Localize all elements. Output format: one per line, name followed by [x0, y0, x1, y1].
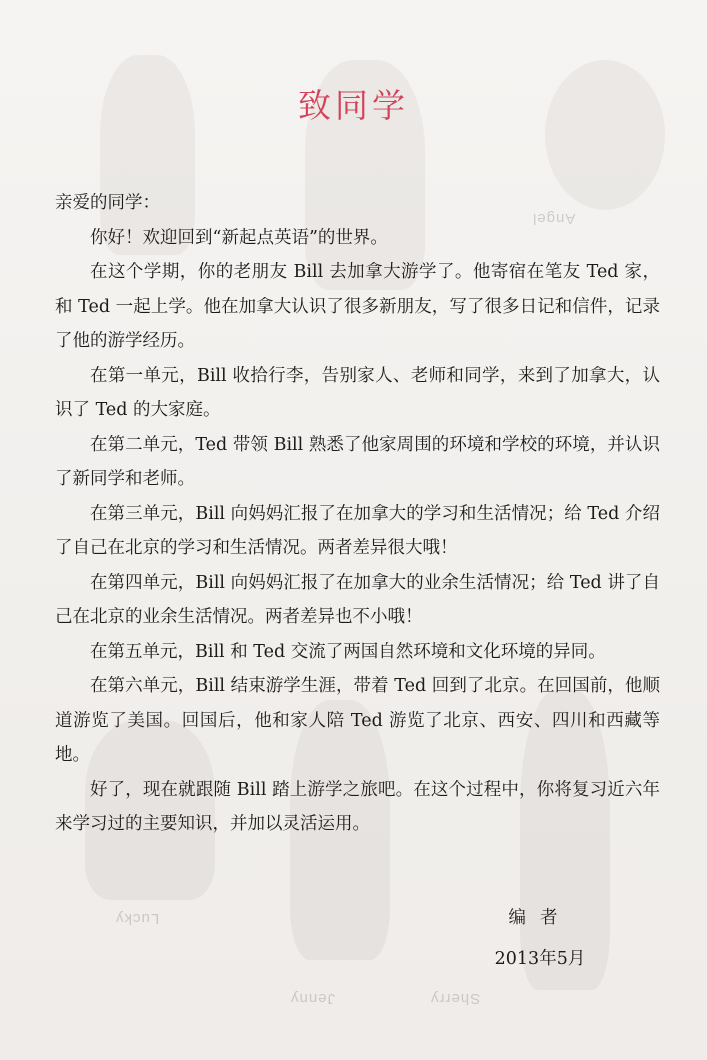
paragraph-unit-3: 在第三单元，Bill 向妈妈汇报了在加拿大的学习和生活情况；给 Ted 介绍了自己在北京的学习和生活情况。两者差异很大哦！	[55, 503, 660, 558]
salutation: 亲爱的同学：	[55, 193, 160, 213]
signature-date: 2013年5月	[494, 949, 586, 969]
letter-body	[55, 186, 660, 842]
paragraph-greeting: 你好！欢迎回到“新起点英语”的世界。	[90, 227, 388, 248]
background-label-angel: Angel	[532, 210, 576, 227]
page-title: 致同学	[298, 86, 409, 125]
paragraph-unit-2: 在第二单元，Ted 带领 Bill 熟悉了他家周围的环境和学校的环境，并认识了新同学和老师。	[55, 434, 660, 489]
paragraph-intro: 在这个学期，你的老朋友 Bill 去加拿大游学了。他寄宿在笔友 Ted 家，和 Ted 一起上学。他在加拿大认识了很多新朋友，写了很多日记和信件，记录了他的游学经历。	[55, 262, 660, 351]
paragraph-unit-1: 在第一单元，Bill 收拾行李，告别家人、老师和同学，来到了加拿大，认识了 Ted 的大家庭。	[55, 365, 660, 420]
background-label-sherry: Sherry	[430, 990, 481, 1007]
background-label-lucky: Lucky	[115, 910, 160, 927]
signature-author: 编者	[508, 908, 572, 928]
background-label-jenny: Jenny	[290, 990, 336, 1007]
paragraph-unit-6: 在第六单元，Bill 结束游学生涯，带着 Ted 回到了北京。在回国前，他顺道游览了美国。回国后，他和家人陪 Ted 游览了北京、西安、四川和西藏等地。	[55, 676, 660, 765]
paragraph-unit-5: 在第五单元，Bill 和 Ted 交流了两国自然环境和文化环境的异同。	[90, 641, 606, 662]
paragraph-closing: 好了，现在就跟随 Bill 踏上游学之旅吧。在这个过程中，你将复习近六年来学习过的主要知识，并加以灵活运用。	[55, 779, 660, 834]
paragraph-unit-4: 在第四单元，Bill 向妈妈汇报了在加拿大的业余生活情况；给 Ted 讲了自己在北京的业余生活情况。两者差异也不小哦！	[55, 572, 660, 627]
